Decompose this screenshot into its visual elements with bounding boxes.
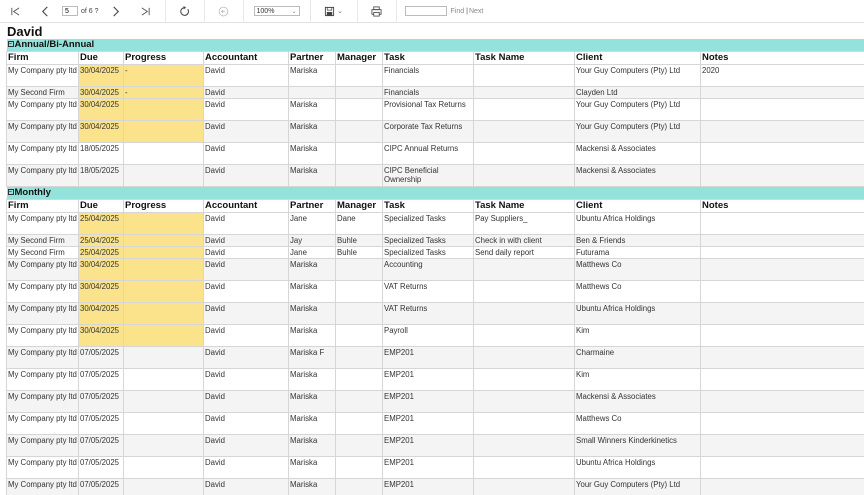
column-header-firm: Firm	[7, 52, 79, 65]
cell-firm: My Company pty ltd	[7, 165, 79, 187]
cell-firm: My Company pty ltd	[7, 347, 79, 369]
back-group	[205, 0, 244, 23]
report-title: David	[7, 24, 43, 39]
cell-partner: Mariska	[289, 281, 336, 303]
cell-accountant: David	[204, 213, 289, 235]
cell-progress	[124, 213, 204, 235]
cell-firm: My Company pty ltd	[7, 281, 79, 303]
cell-client: Ubuntu Africa Holdings	[575, 457, 701, 479]
cell-task-name	[474, 413, 575, 435]
cell-firm: My Company pty ltd	[7, 325, 79, 347]
next-page-button[interactable]	[105, 2, 127, 20]
back-arrow-circle-icon	[218, 6, 229, 17]
cell-progress	[124, 347, 204, 369]
cell-task: Financials	[383, 87, 474, 99]
cell-progress	[124, 281, 204, 303]
cell-partner: Mariska	[289, 143, 336, 165]
cell-due: 18/05/2025	[79, 165, 124, 187]
cell-partner: Jane	[289, 247, 336, 259]
cell-client: Mackensi & Associates	[575, 391, 701, 413]
cell-progress	[124, 479, 204, 495]
cell-manager: Buhle	[336, 247, 383, 259]
cell-client: Kim	[575, 325, 701, 347]
cell-partner: Mariska	[289, 121, 336, 143]
cell-notes	[701, 247, 864, 259]
cell-progress	[124, 247, 204, 259]
cell-accountant: David	[204, 121, 289, 143]
cell-partner: Mariska	[289, 99, 336, 121]
cell-notes	[701, 165, 864, 187]
column-header-task: Task	[383, 200, 474, 213]
cell-task-name	[474, 369, 575, 391]
report-table	[6, 39, 864, 495]
cell-firm: My Company pty ltd	[7, 435, 79, 457]
cell-due: 25/04/2025	[79, 247, 124, 259]
cell-partner: Mariska	[289, 369, 336, 391]
group-header	[7, 39, 864, 52]
cell-firm: My Company pty ltd	[7, 99, 79, 121]
cell-accountant: David	[204, 369, 289, 391]
cell-manager: Dane	[336, 213, 383, 235]
cell-client: Ubuntu Africa Holdings	[575, 303, 701, 325]
cell-accountant: David	[204, 87, 289, 99]
cell-task-name	[474, 87, 575, 99]
print-group	[358, 0, 397, 23]
cell-manager	[336, 165, 383, 187]
cell-accountant: David	[204, 143, 289, 165]
collapse-toggle-icon[interactable]: −	[9, 189, 12, 196]
find-button[interactable]: Find	[450, 7, 465, 15]
cell-notes	[701, 259, 864, 281]
cell-progress	[124, 259, 204, 281]
cell-due: 18/05/2025	[79, 143, 124, 165]
cell-due: 07/05/2025	[79, 391, 124, 413]
report-page	[6, 24, 864, 495]
cell-client: Matthews Co	[575, 259, 701, 281]
table-row	[7, 259, 864, 281]
column-header-partner: Partner	[289, 52, 336, 65]
cell-notes	[701, 413, 864, 435]
table-row	[7, 347, 864, 369]
cell-task-name	[474, 65, 575, 87]
cell-task: Corporate Tax Returns	[383, 121, 474, 143]
chevron-down-icon: ⌄	[337, 8, 343, 15]
cell-accountant: David	[204, 165, 289, 187]
column-header-due: Due	[79, 52, 124, 65]
cell-task-name	[474, 435, 575, 457]
cell-accountant: David	[204, 391, 289, 413]
cell-client: Ubuntu Africa Holdings	[575, 213, 701, 235]
cell-task: Specialized Tasks	[383, 213, 474, 235]
cell-notes	[701, 457, 864, 479]
cell-progress	[124, 143, 204, 165]
table-row	[7, 325, 864, 347]
cell-task: EMP201	[383, 347, 474, 369]
cell-progress	[124, 413, 204, 435]
cell-progress	[124, 325, 204, 347]
previous-page-button[interactable]	[34, 2, 56, 20]
cell-task: VAT Returns	[383, 303, 474, 325]
cell-task-name: Send daily report	[474, 247, 575, 259]
cell-task-name	[474, 99, 575, 121]
cell-due: 30/04/2025	[79, 87, 124, 99]
cell-task: EMP201	[383, 457, 474, 479]
cell-manager	[336, 325, 383, 347]
cell-due: 07/05/2025	[79, 369, 124, 391]
cell-client: Your Guy Computers (Pty) Ltd	[575, 65, 701, 87]
cell-partner: Mariska	[289, 435, 336, 457]
find-next-button[interactable]: Next	[468, 7, 484, 15]
cell-partner: Jay	[289, 235, 336, 247]
group-name: Monthly	[14, 187, 51, 198]
cell-partner: Mariska	[289, 413, 336, 435]
cell-client: Clayden Ltd	[575, 87, 701, 99]
cell-firm: My Company pty ltd	[7, 121, 79, 143]
group-header-row	[7, 187, 864, 200]
table-row	[7, 303, 864, 325]
cell-task: EMP201	[383, 391, 474, 413]
save-icon	[324, 6, 335, 17]
first-page-button[interactable]	[4, 2, 26, 20]
cell-firm: My Second Firm	[7, 235, 79, 247]
table-row	[7, 281, 864, 303]
cell-due: 30/04/2025	[79, 259, 124, 281]
cell-progress	[124, 457, 204, 479]
column-header-notes: Notes	[701, 200, 864, 213]
cell-manager	[336, 369, 383, 391]
table-row	[7, 369, 864, 391]
column-header-task: Task	[383, 52, 474, 65]
cell-notes	[701, 369, 864, 391]
cell-manager	[336, 143, 383, 165]
report-viewer-toolbar	[0, 0, 864, 23]
cell-notes	[701, 121, 864, 143]
print-button[interactable]	[366, 2, 388, 20]
cell-firm: My Company pty ltd	[7, 479, 79, 495]
cell-notes	[701, 303, 864, 325]
back-to-parent-button[interactable]	[213, 2, 235, 20]
cell-client: Matthews Co	[575, 413, 701, 435]
refresh-button[interactable]	[174, 2, 196, 20]
table-row	[7, 165, 864, 187]
cell-task-name	[474, 479, 575, 495]
column-header-due: Due	[79, 200, 124, 213]
cell-partner: Mariska	[289, 65, 336, 87]
cell-task: Provisional Tax Returns	[383, 99, 474, 121]
cell-notes	[701, 87, 864, 99]
table-row	[7, 87, 864, 99]
cell-accountant: David	[204, 247, 289, 259]
last-page-icon	[140, 6, 151, 17]
table-row	[7, 247, 864, 259]
cell-progress	[124, 369, 204, 391]
cell-task: Accounting	[383, 259, 474, 281]
table-row	[7, 143, 864, 165]
cell-task: CIPC Annual Returns	[383, 143, 474, 165]
page-navigation	[0, 0, 166, 23]
cell-firm: My Company pty ltd	[7, 391, 79, 413]
printer-icon	[371, 6, 382, 17]
page-number-input[interactable]	[62, 6, 78, 16]
cell-progress: -	[124, 65, 204, 87]
table-row	[7, 121, 864, 143]
column-header-row	[7, 200, 864, 213]
cell-notes	[701, 325, 864, 347]
cell-client: Small Winners Kinderkinetics	[575, 435, 701, 457]
cell-firm: My Company pty ltd	[7, 213, 79, 235]
cell-accountant: David	[204, 325, 289, 347]
cell-task-name: Pay Suppliers_	[474, 213, 575, 235]
cell-partner: Mariska	[289, 391, 336, 413]
cell-due: 07/05/2025	[79, 413, 124, 435]
cell-partner: Mariska	[289, 303, 336, 325]
zoom-value: 100%	[256, 7, 275, 15]
cell-partner: Mariska	[289, 325, 336, 347]
first-page-icon	[10, 6, 21, 17]
cell-task-name	[474, 347, 575, 369]
cell-firm: My Company pty ltd	[7, 259, 79, 281]
cell-task: EMP201	[383, 479, 474, 495]
cell-accountant: David	[204, 65, 289, 87]
cell-due: 30/04/2025	[79, 281, 124, 303]
find-group	[397, 0, 494, 23]
column-header-client: Client	[575, 200, 701, 213]
table-row	[7, 391, 864, 413]
cell-manager	[336, 99, 383, 121]
cell-task-name	[474, 121, 575, 143]
cell-due: 30/04/2025	[79, 121, 124, 143]
column-header-task-name: Task Name	[474, 52, 575, 65]
zoom-group	[244, 0, 311, 23]
cell-due: 07/05/2025	[79, 347, 124, 369]
cell-manager: Buhle	[336, 235, 383, 247]
cell-firm: My Company pty ltd	[7, 457, 79, 479]
cell-due: 30/04/2025	[79, 99, 124, 121]
cell-progress	[124, 235, 204, 247]
cell-task: VAT Returns	[383, 281, 474, 303]
cell-notes	[701, 99, 864, 121]
cell-accountant: David	[204, 457, 289, 479]
cell-manager	[336, 413, 383, 435]
cell-manager	[336, 457, 383, 479]
cell-partner: Mariska F	[289, 347, 336, 369]
cell-due: 25/04/2025	[79, 235, 124, 247]
cell-manager	[336, 303, 383, 325]
cell-manager	[336, 121, 383, 143]
cell-manager	[336, 87, 383, 99]
column-header-partner: Partner	[289, 200, 336, 213]
table-row	[7, 479, 864, 495]
cell-accountant: David	[204, 281, 289, 303]
cell-task-name	[474, 259, 575, 281]
cell-notes	[701, 213, 864, 235]
find-input[interactable]	[405, 6, 447, 16]
cell-partner	[289, 87, 336, 99]
cell-due: 25/04/2025	[79, 213, 124, 235]
chevron-left-icon	[40, 6, 51, 17]
cell-manager	[336, 479, 383, 495]
cell-task-name	[474, 457, 575, 479]
cell-progress	[124, 121, 204, 143]
cell-manager	[336, 65, 383, 87]
cell-due: 07/05/2025	[79, 435, 124, 457]
cell-manager	[336, 347, 383, 369]
table-row	[7, 413, 864, 435]
cell-due: 07/05/2025	[79, 457, 124, 479]
export-button[interactable]	[321, 2, 347, 20]
cell-notes	[701, 143, 864, 165]
cell-partner: Mariska	[289, 259, 336, 281]
column-header-accountant: Accountant	[204, 200, 289, 213]
column-header-firm: Firm	[7, 200, 79, 213]
table-row	[7, 65, 864, 87]
cell-firm: My Company pty ltd	[7, 303, 79, 325]
cell-task-name	[474, 391, 575, 413]
last-page-button[interactable]	[135, 2, 157, 20]
cell-firm: My Company pty ltd	[7, 413, 79, 435]
cell-client: Mackensi & Associates	[575, 143, 701, 165]
cell-due: 30/04/2025	[79, 65, 124, 87]
group-name: Annual/Bi-Annual	[14, 39, 95, 50]
cell-task: Payroll	[383, 325, 474, 347]
cell-partner: Jane	[289, 213, 336, 235]
cell-partner: Mariska	[289, 165, 336, 187]
cell-client: Ben & Friends	[575, 235, 701, 247]
cell-task: EMP201	[383, 369, 474, 391]
refresh-icon	[179, 6, 190, 17]
cell-accountant: David	[204, 235, 289, 247]
collapse-toggle-icon[interactable]: −	[9, 41, 12, 48]
cell-task-name	[474, 143, 575, 165]
cell-accountant: David	[204, 303, 289, 325]
cell-notes	[701, 479, 864, 495]
cell-firm: My Company pty ltd	[7, 65, 79, 87]
cell-notes	[701, 281, 864, 303]
cell-task-name	[474, 303, 575, 325]
chevron-down-icon: ⌄	[291, 8, 297, 15]
cell-firm: My Company pty ltd	[7, 369, 79, 391]
cell-task: Specialized Tasks	[383, 235, 474, 247]
cell-task-name	[474, 325, 575, 347]
cell-firm: My Second Firm	[7, 247, 79, 259]
find-separator: |	[466, 7, 468, 15]
cell-accountant: David	[204, 347, 289, 369]
cell-due: 07/05/2025	[79, 479, 124, 495]
table-row	[7, 435, 864, 457]
cell-client: Your Guy Computers (Pty) Ltd	[575, 479, 701, 495]
column-header-manager: Manager	[336, 52, 383, 65]
cell-task: EMP201	[383, 435, 474, 457]
cell-client: Your Guy Computers (Pty) Ltd	[575, 121, 701, 143]
table-row	[7, 213, 864, 235]
cell-client: Matthews Co	[575, 281, 701, 303]
column-header-progress: Progress	[124, 200, 204, 213]
page-count-label: of 6 ?	[81, 7, 99, 15]
cell-accountant: David	[204, 99, 289, 121]
zoom-select[interactable]	[254, 6, 300, 16]
cell-progress	[124, 165, 204, 187]
cell-notes	[701, 391, 864, 413]
cell-client: Mackensi & Associates	[575, 165, 701, 187]
cell-firm: My Second Firm	[7, 87, 79, 99]
cell-task-name	[474, 165, 575, 187]
cell-notes	[701, 435, 864, 457]
cell-due: 30/04/2025	[79, 303, 124, 325]
cell-progress	[124, 303, 204, 325]
cell-manager	[336, 391, 383, 413]
column-header-task-name: Task Name	[474, 200, 575, 213]
cell-manager	[336, 435, 383, 457]
table-row	[7, 99, 864, 121]
group-header-row	[7, 39, 864, 52]
cell-client: Futurama	[575, 247, 701, 259]
column-header-notes: Notes	[701, 52, 864, 65]
cell-partner: Mariska	[289, 457, 336, 479]
cell-accountant: David	[204, 259, 289, 281]
cell-client: Charmaine	[575, 347, 701, 369]
cell-progress	[124, 99, 204, 121]
cell-firm: My Company pty ltd	[7, 143, 79, 165]
cell-manager	[336, 281, 383, 303]
cell-task: CIPC Beneficial Ownership	[383, 165, 474, 187]
cell-notes	[701, 235, 864, 247]
cell-progress	[124, 435, 204, 457]
cell-task-name	[474, 281, 575, 303]
cell-client: Kim	[575, 369, 701, 391]
column-header-progress: Progress	[124, 52, 204, 65]
cell-accountant: David	[204, 435, 289, 457]
cell-task-name: Check in with client	[474, 235, 575, 247]
refresh-group	[166, 0, 205, 23]
table-row	[7, 235, 864, 247]
cell-progress: -	[124, 87, 204, 99]
column-header-row	[7, 52, 864, 65]
cell-accountant: David	[204, 479, 289, 495]
export-group	[311, 0, 358, 23]
cell-task: Financials	[383, 65, 474, 87]
table-row	[7, 457, 864, 479]
column-header-accountant: Accountant	[204, 52, 289, 65]
cell-manager	[336, 259, 383, 281]
cell-accountant: David	[204, 413, 289, 435]
chevron-right-icon	[110, 6, 121, 17]
cell-partner: Mariska	[289, 479, 336, 495]
cell-task: EMP201	[383, 413, 474, 435]
column-header-manager: Manager	[336, 200, 383, 213]
column-header-client: Client	[575, 52, 701, 65]
cell-client: Your Guy Computers (Pty) Ltd	[575, 99, 701, 121]
cell-notes: 2020	[701, 65, 864, 87]
cell-task: Specialized Tasks	[383, 247, 474, 259]
cell-due: 30/04/2025	[79, 325, 124, 347]
cell-progress	[124, 391, 204, 413]
cell-notes	[701, 347, 864, 369]
group-header	[7, 187, 864, 200]
